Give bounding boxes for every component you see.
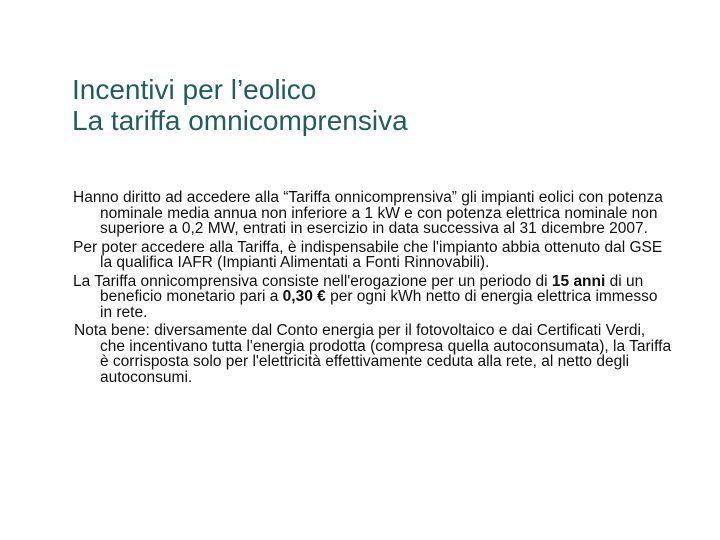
paragraph-iafr-qualification: Per poter accedere alla Tariffa, è indispensabile che l'impianto abbia ottenuto dal GSE la qualifica IAFR (Impianti Alimentati a Fonti Rinnovabili). [73, 238, 663, 271]
paragraph-nota-bene: Nota bene: diversamente dal Conto energia per il fotovoltaico e dai Certificati Verdi, che incentivano tutta l'energia prodotta (compresa quella autoconsumata), la Tariffa è corrisposta solo per l'elettricità effettivamente ceduta alla rete, al netto degli autoconsumi. [74, 322, 672, 386]
title-line-2: La tariffa omnicomprensiva [72, 105, 408, 136]
tariff-text-2: di un beneficio monetario pari a [100, 272, 644, 305]
paragraph-tariff-benefit [73, 274, 673, 321]
title-line-1: Incentivi per l’eolico [72, 74, 317, 105]
tariff-text-3: per ogni kWh netto di energia elettrica immesso in rete. [100, 288, 658, 321]
tariff-text-1: La Tariffa onnicomprensiva consiste nell'erogazione per un periodo di [73, 272, 552, 290]
slide-body [73, 190, 673, 388]
slide-title [72, 74, 692, 136]
tariff-amount: 0,30 € [282, 288, 326, 305]
paragraph-eligibility: Hanno diritto ad accedere alla “Tariffa onnicomprensiva” gli impianti eolici con potenza nominale media annua non inferiore a 1 kW e con potenza elettrica nominale non superiore a 0,2 MW, entrati in esercizio in data successiva al 31 dicembre 2007. [73, 189, 663, 237]
tariff-duration: 15 anni [551, 272, 606, 290]
